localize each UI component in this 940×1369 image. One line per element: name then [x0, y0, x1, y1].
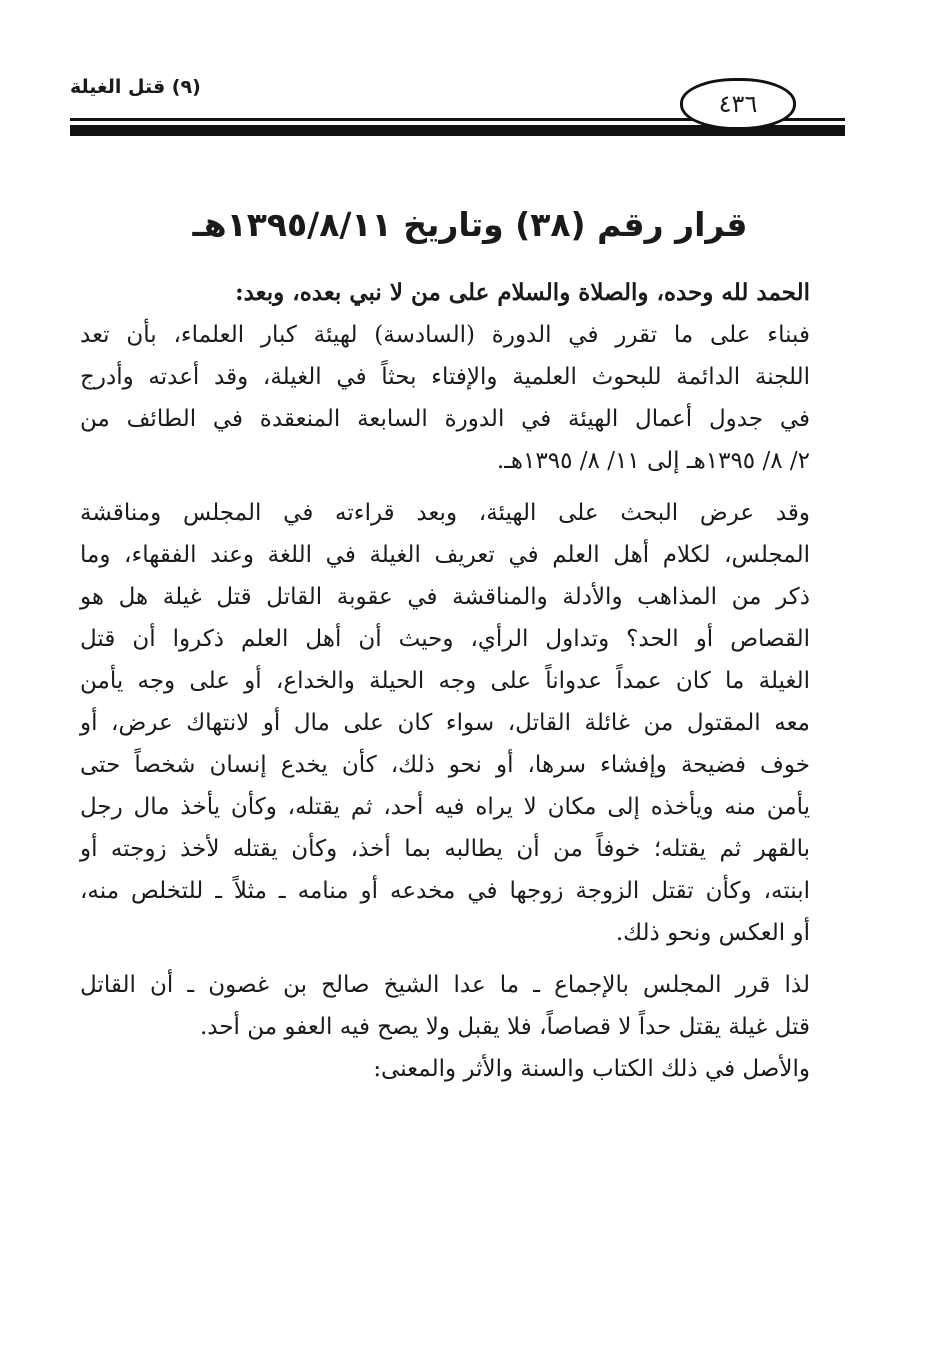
- running-head: (٩) قتل الغيلة: [70, 76, 201, 98]
- text-line: بالقهر ثم يقتله؛ خوفاً من أن يطالبه بما أخذ، وكأن يقتله لأخذ زوجته أو: [80, 836, 810, 862]
- text-line: خوف فضيحة وإفشاء سرها، أو نحو ذلك، كأن يخدع إنسان شخصاً حتى: [80, 752, 810, 778]
- text-line: أو العكس ونحو ذلك.: [615, 920, 810, 946]
- body-text: [80, 272, 850, 1090]
- text-line: وقد عرض البحث على الهيئة، وبعد قراءته في المجلس ومناقشة: [80, 500, 810, 526]
- page-number: ٤٣٦: [680, 78, 796, 130]
- text-line: الحمد لله وحده، والصلاة والسلام على من لا نبي بعده، وبعد:: [235, 279, 810, 306]
- text-line: المجلس، لكلام أهل العلم في تعريف الغيلة في اللغة وعند الفقهاء، وما: [80, 542, 810, 568]
- paragraph: [80, 1048, 850, 1090]
- text-line: قتل غيلة يقتل حداً لا قصاصاً، فلا يقبل ولا يصح فيه العفو من أحد.: [199, 1014, 810, 1040]
- text-line: ابنته، وكأن تقتل الزوجة زوجها في مخدعه أو منامه ـ مثلاً ـ للتخلص منه،: [80, 878, 811, 904]
- text-line: يأمن منه ويأخذه إلى مكان لا يراه فيه أحد، ثم يقتله، وكأن يأخذ مال رجل: [80, 794, 810, 820]
- paragraph: [80, 964, 850, 1048]
- text-line: الغيلة ما كان عمداً عدواناً على وجه الحيلة والخداع، أو على وجه يأمن: [80, 668, 810, 694]
- text-line: لذا قرر المجلس بالإجماع ـ ما عدا الشيخ صالح بن غصون ـ أن القاتل: [80, 972, 810, 998]
- page-header: [70, 68, 845, 148]
- paragraph: [80, 492, 850, 954]
- text-line: القصاص أو الحد؟ وتداول الرأي، وحيث أن أهل العلم ذكروا أن قتل: [80, 626, 810, 652]
- text-line: في جدول أعمال الهيئة في الدورة السابعة المنعقدة في الطائف من: [80, 406, 810, 432]
- paragraph: [80, 314, 850, 482]
- text-line: ٢/ ٨/ ١٣٩٥هـ إلى ١١/ ٨/ ١٣٩٥هـ.: [496, 448, 810, 474]
- text-line: معه المقتول من غائلة القاتل، سواء كان على مال أو لانتهاك عرض، أو: [80, 710, 810, 736]
- page-title: قرار رقم (٣٨) وتاريخ ١٣٩٥/٨/١١هـ: [192, 205, 748, 244]
- text-line: والأصل في ذلك الكتاب والسنة والأثر والمعنى:: [373, 1056, 810, 1082]
- text-line: اللجنة الدائمة للبحوث العلمية والإفتاء بحثاً في الغيلة، وقد أعدته وأدرج: [80, 364, 810, 390]
- text-line: ذكر من المذاهب والأدلة والمناقشة في عقوبة القاتل قتل غيلة هل هو: [80, 584, 810, 610]
- text-line: فبناء على ما تقرر في الدورة (السادسة) لهيئة كبار العلماء، بأن تعد: [80, 322, 810, 348]
- paragraph: [80, 272, 850, 314]
